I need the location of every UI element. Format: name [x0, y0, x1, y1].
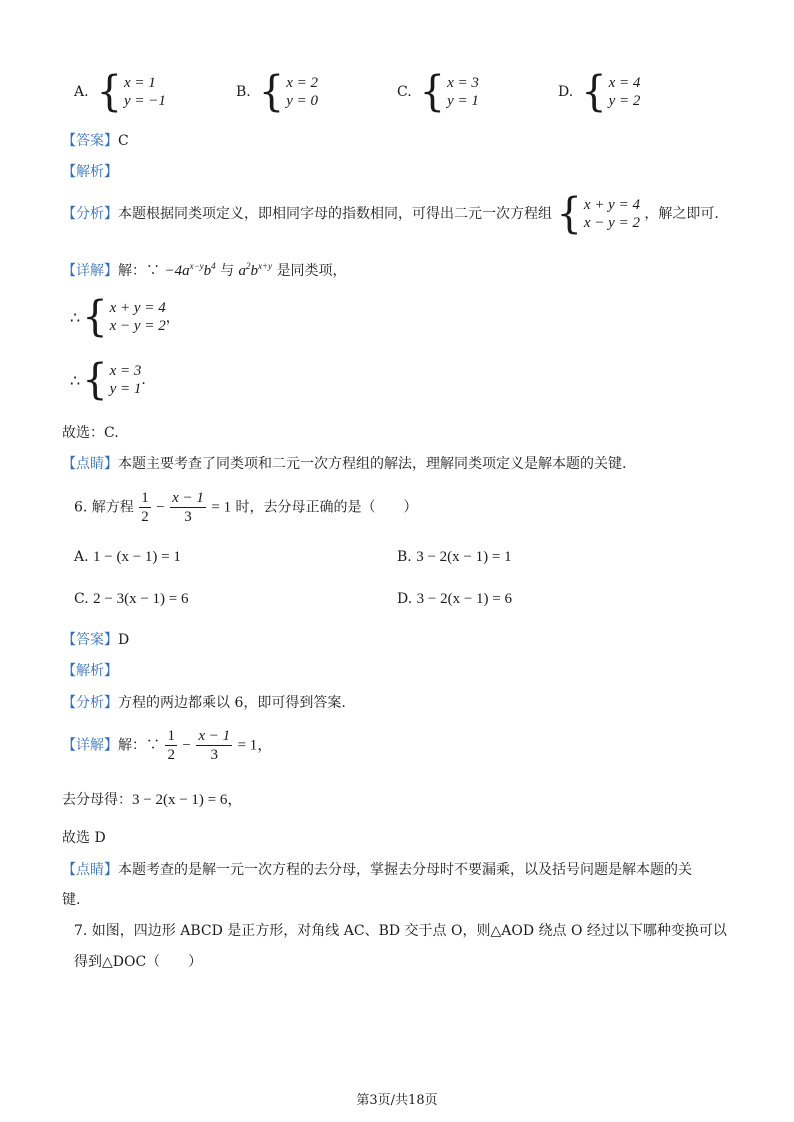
q5-analysis-tag: 【解析】 [62, 164, 118, 180]
q6-qufenmu: 去分母得：3 − 2(x − 1) = 6， [62, 792, 243, 808]
q5-system-2: ∴ { x = 3 y = 1 . [70, 355, 146, 405]
q5-answer: 【答案】C [62, 133, 129, 149]
page-footer: 第3页/共18页 [356, 1093, 438, 1108]
q6-option-a: A. 1 − (x − 1) = 1 [74, 549, 181, 565]
q7-stem-line2: 得到△DOC（ ） [74, 954, 203, 970]
q7-stem-line1: 7. 如图，四边形 ABCD 是正方形，对角线 AC、BD 交于点 O，则△AOD 绕点 O 经过以下哪种变换可以 [74, 923, 727, 939]
q6-xiangjie: 【详解】解：∵ $\frac{1}{2}$ − $\frac{x - 1}{3}$ = 1， [62, 728, 273, 763]
q5-xiangjie: 【详解】解：∵ $-4a^{x-y}b^4$ 与 $a^2b^{x+y}$ 是同类项， [62, 261, 347, 279]
q5-option-d: D. { x = 4 y = 2 [558, 67, 641, 117]
q6-stem: 6. 解方程 $\frac{1}{2}$ − $\frac{x - 1}{3}$ = 1 时，去分母正确的是（ ） [74, 490, 418, 525]
q5-system-1: ∴ { x + y = 4 x − y = 2 ， [70, 292, 180, 342]
q6-answer: 【答案】D [62, 632, 130, 648]
q5-option-c: C. { x = 3 y = 1 [397, 67, 479, 117]
q5-option-b: B. { x = 2 y = 0 [236, 67, 318, 117]
q6-guxuan: 故选 D [62, 830, 106, 846]
q6-analysis-tag: 【解析】 [62, 663, 118, 679]
q5-fenxi: 【分析】本题根据同类项定义，即相同字母的指数相同，可得出二元一次方程组 { x + y = 4 x − y = 2 ，解之即可. [62, 189, 719, 239]
q6-dianjing: 【点睛】本题考查的是解一元一次方程的去分母，掌握去分母时不要漏乘，以及括号问题是解本题的关 [62, 862, 692, 878]
q5-guxuan: 故选：C. [62, 425, 119, 441]
q6-option-c: C. 2 − 3(x − 1) = 6 [74, 591, 189, 607]
q5-dianjing: 【点睛】本题主要考查了同类项和二元一次方程组的解法，理解同类项定义是解本题的关键. [62, 456, 627, 472]
q6-fenxi: 【分析】方程的两边都乘以 6，即可得到答案. [62, 695, 346, 711]
q6-dianjing-cont: 键. [62, 892, 81, 908]
q5-option-a: A. { x = 1 y = −1 [74, 67, 166, 117]
q6-option-d: D. 3 − 2(x − 1) = 6 [397, 591, 513, 607]
q6-option-b: B. 3 − 2(x − 1) = 1 [397, 549, 512, 565]
